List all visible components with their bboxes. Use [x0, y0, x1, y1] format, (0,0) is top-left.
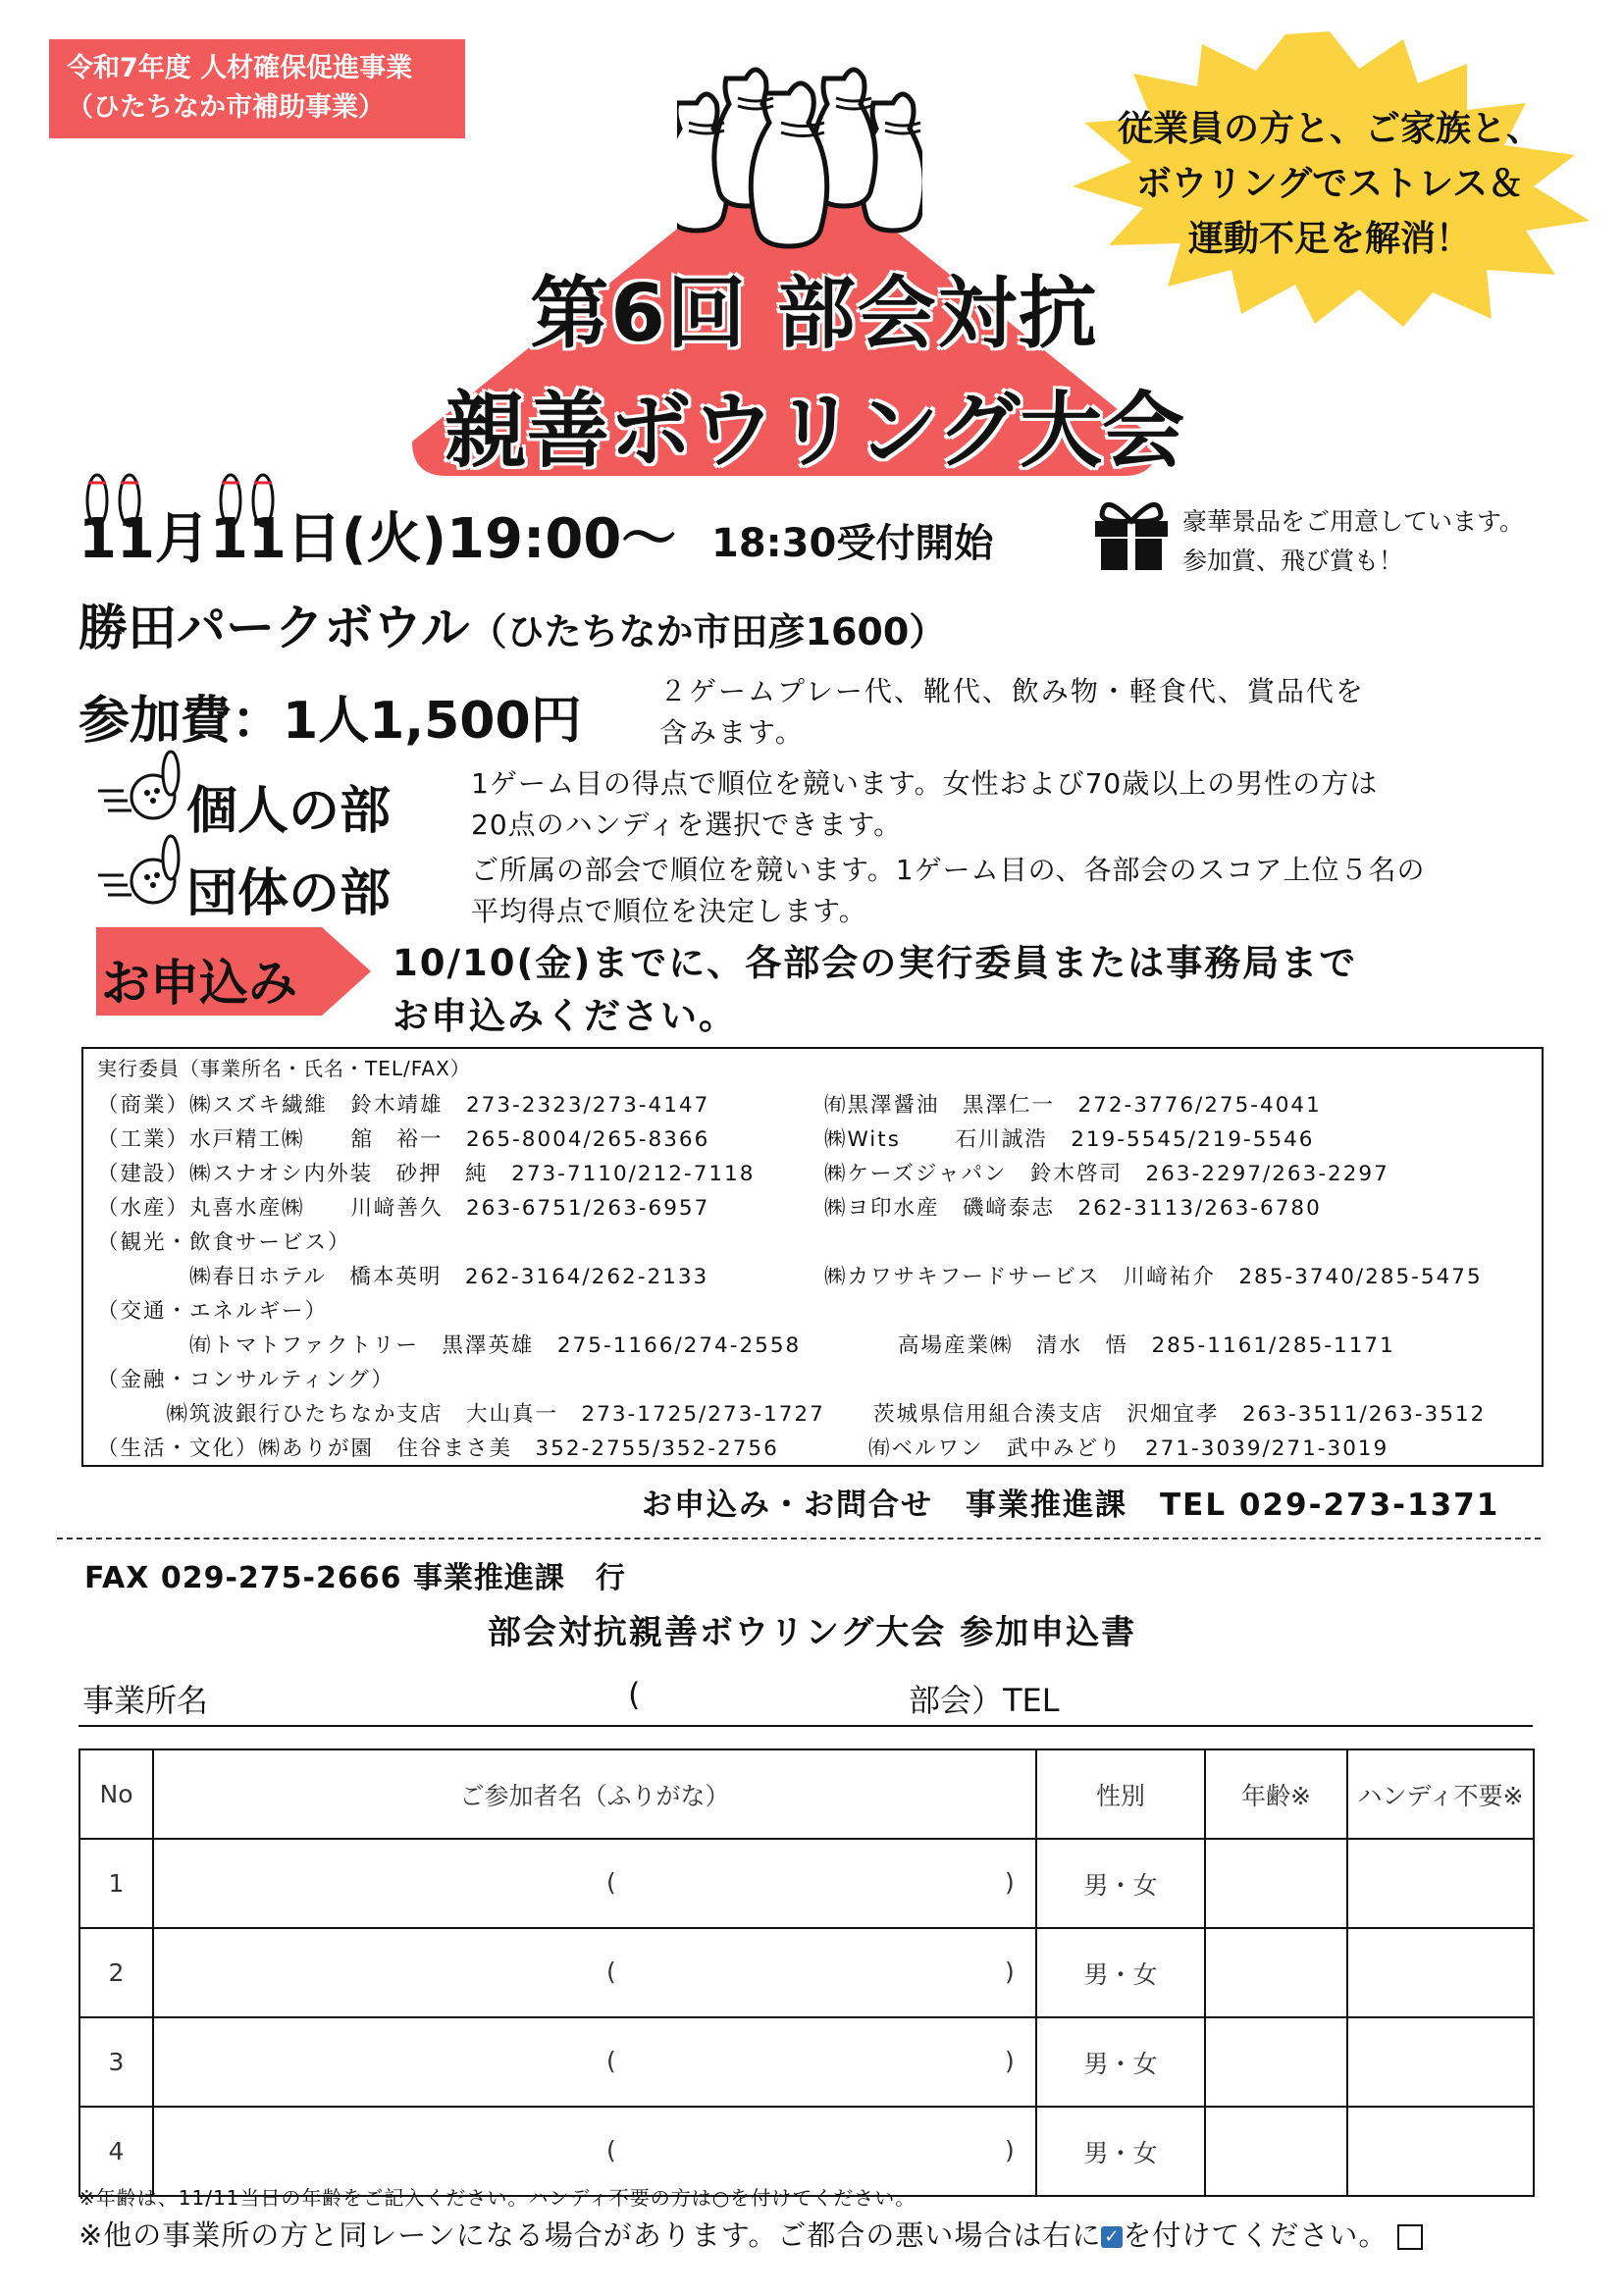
table-row	[79, 1839, 1534, 1928]
paren-open: (	[606, 2136, 616, 2165]
header-name: ご参加者名（ふりがな）	[153, 1749, 1036, 1839]
reception-time: 18:30受付開始	[711, 521, 994, 566]
department-tel-label: 部会）TEL	[909, 1682, 1060, 1719]
division-individual-note-1: 1ゲーム目の得点で順位を競います。女性および70歳以上の男性の方は	[471, 767, 1379, 800]
contact-line: お申込み・お問合せ 事業推進課 TEL 029-273-1371	[642, 1487, 1500, 1523]
committee-row-left: ㈱春日ホテル 橋本英明 262-3164/262-2133	[97, 1265, 709, 1289]
committee-row-right: ㈱カワサキフードサービス 川﨑祐介 285-3740/285-5475	[824, 1265, 1483, 1289]
business-name-field[interactable]	[79, 1668, 1533, 1727]
committee-row-left: （水産）丸喜水産㈱ 川﨑善久 263-6751/263-6957	[97, 1196, 710, 1221]
division-individual: 個人の部	[186, 782, 392, 841]
committee-row-right: ㈲黒澤醤油 黒澤仁一 272-3776/275-4041	[824, 1093, 1322, 1118]
fee-note	[659, 671, 1365, 754]
fee-note-line-2: 含みます。	[659, 716, 805, 749]
burst-line-2: ボウリングでストレス＆	[1135, 164, 1524, 204]
paren-open: (	[606, 1957, 616, 1986]
paren-open: (	[606, 1868, 616, 1897]
division-individual-note-2: 20点のハンディを選択できます。	[471, 809, 903, 841]
form-title: 部会対抗親善ボウリング大会 参加申込書	[487, 1613, 1137, 1652]
burst-message	[1065, 102, 1595, 267]
fee-note-line-1: ２ゲームプレー代、靴代、飲み物・軽食代、賞品代を	[659, 675, 1365, 707]
committee-row-right: 茨城県信用組合湊支店 沢畑宜孝 263-3511/263-3512	[873, 1402, 1487, 1427]
committee-category: （観光・飲食サービス）	[97, 1230, 351, 1255]
bowling-pins-icon	[677, 54, 922, 260]
age-cell[interactable]	[1205, 2017, 1347, 2107]
burst-line-3: 運動不足を解消！	[1187, 219, 1471, 259]
division-team-note-1: ご所属の部会で順位を競います。1ゲーム目の、各部会のスコア上位５名の	[471, 854, 1426, 886]
gender-cell[interactable]: 男・女	[1036, 2107, 1205, 2196]
age-cell[interactable]	[1205, 1928, 1347, 2017]
header-age: 年齢※	[1205, 1749, 1347, 1839]
committee-row-left: （建設）㈱スナオシ内外装 砂押 純 273-7110/212-7118	[97, 1162, 756, 1186]
event-date: 11月11日(火)19:00～	[79, 507, 677, 571]
fee: 参加費：1人1,500円	[79, 692, 582, 751]
apply-note	[393, 937, 1357, 1043]
grant-line-1: 令和7年度 人材確保促進事業	[67, 53, 413, 83]
table-row	[79, 2017, 1534, 2107]
handicap-cell[interactable]	[1347, 2107, 1534, 2196]
venue-address: （ひたちなか市田彦1600）	[469, 610, 947, 653]
header-gender: 性別	[1036, 1749, 1205, 1839]
paren-close: )	[1005, 2047, 1015, 2075]
participant-table	[79, 1748, 1535, 2197]
committee-row-left: （工業）水戸精工㈱ 舘 裕一 265-8004/265-8366	[97, 1127, 710, 1152]
header-no: No	[79, 1749, 153, 1839]
committee-list	[81, 1047, 1544, 1467]
committee-row-right: ㈲ベルワン 武中みどり 271-3039/271-3019	[868, 1436, 1389, 1461]
fax-line: FAX 029-275-2666 事業推進課 行	[84, 1561, 626, 1595]
lane-checkbox[interactable]	[1397, 2224, 1423, 2250]
age-note: ※年齢は、11/11当日の年齢をご記入ください。ハンディ不要の方は○を付けてください。	[79, 2186, 917, 2210]
apply-note-2: お申込みください。	[393, 995, 737, 1037]
paren-close: )	[1005, 1868, 1015, 1897]
division-team: 団体の部	[186, 864, 392, 923]
lane-note-text-b: を付けてください。	[1123, 2218, 1388, 2252]
title-line-1: 第6回 部会対抗	[530, 268, 1099, 359]
committee-row-right: ㈱Wits 石川誠浩 219-5545/219-5546	[824, 1127, 1315, 1152]
division-team-note-2: 平均得点で順位を決定します。	[471, 895, 867, 927]
table-row	[79, 1928, 1534, 2017]
apply-note-1: 10/10(金)までに、各部会の実行委員または事務局まで	[393, 942, 1358, 984]
committee-category: （金融・コンサルティング）	[97, 1368, 394, 1392]
participant-name-cell[interactable]	[153, 2017, 1036, 2107]
age-cell[interactable]	[1205, 2107, 1347, 2196]
paren-open: (	[606, 2047, 616, 2075]
check-icon: ✓	[1101, 2226, 1123, 2248]
handicap-cell[interactable]	[1347, 1928, 1534, 2017]
venue	[79, 589, 946, 659]
business-name-label: 事業所名	[82, 1682, 209, 1719]
table-header-row	[79, 1749, 1534, 1839]
committee-category: （交通・エネルギー）	[97, 1299, 329, 1324]
lane-note-text-a: ※他の事業所の方と同レーンになる場合があります。ご都合の悪い場合は右に	[79, 2218, 1102, 2252]
burst-line-1: 従業員の方と、ご家族と、	[1117, 109, 1542, 149]
lane-note	[79, 2214, 1423, 2254]
committee-title: 実行委員（事業所名・氏名・TEL/FAX）	[97, 1057, 471, 1080]
gender-cell[interactable]: 男・女	[1036, 1839, 1205, 1928]
apply-label: お申込み	[101, 955, 297, 1012]
bowler-icon	[94, 746, 192, 824]
participant-name-cell[interactable]	[153, 1839, 1036, 1928]
row-no: 2	[79, 1928, 153, 2017]
committee-row-left: ㈲トマトファクトリー 黒澤英雄 275-1166/274-2558	[97, 1333, 802, 1358]
cut-line	[57, 1538, 1541, 1539]
bowler-icon-2	[94, 830, 192, 909]
venue-name: 勝田パークボウル	[79, 600, 470, 656]
division-individual-note	[471, 763, 1378, 846]
handicap-cell[interactable]	[1347, 2017, 1534, 2107]
division-team-note	[471, 850, 1425, 932]
paren-close: )	[1005, 1957, 1015, 1986]
prize-note	[1182, 502, 1524, 581]
committee-row-left: ㈱筑波銀行ひたちなか支店 大山真一 273-1725/273-1727	[97, 1402, 825, 1427]
gender-cell[interactable]: 男・女	[1036, 1928, 1205, 2017]
paren-close: )	[1005, 2136, 1015, 2165]
committee-row-right: ㈱ヨ印水産 磯﨑泰志 262-3113/263-6780	[824, 1196, 1322, 1221]
committee-row-right: 高場産業㈱ 清水 悟 285-1161/285-1171	[898, 1333, 1395, 1358]
business-paren: (	[628, 1676, 641, 1713]
committee-row-right: ㈱ケーズジャパン 鈴木啓司 263-2297/263-2297	[824, 1162, 1389, 1186]
prize-line-1: 豪華景品をご用意しています。	[1182, 507, 1525, 536]
gender-cell[interactable]: 男・女	[1036, 2017, 1205, 2107]
committee-row-left: （生活・文化）㈱ありが園 住谷まさ美 352-2755/352-2756	[97, 1436, 779, 1461]
row-no: 4	[79, 2107, 153, 2196]
handicap-cell[interactable]	[1347, 1839, 1534, 1928]
row-no: 1	[79, 1839, 153, 1928]
age-cell[interactable]	[1205, 1839, 1347, 1928]
grant-line-2: （ひたちなか市補助事業）	[67, 92, 385, 123]
participant-name-cell[interactable]	[153, 1928, 1036, 2017]
committee-row-left: （商業）㈱スズキ繊維 鈴木靖雄 273-2323/273-4147	[97, 1093, 710, 1118]
header-handicap: ハンディ不要※	[1347, 1749, 1534, 1839]
grant-badge	[49, 39, 465, 138]
row-no: 3	[79, 2017, 153, 2107]
prize-line-2: 参加賞、飛び賞も！	[1182, 547, 1404, 575]
title-line-2: 親善ボウリング大会	[444, 383, 1185, 479]
gift-icon	[1089, 494, 1174, 572]
